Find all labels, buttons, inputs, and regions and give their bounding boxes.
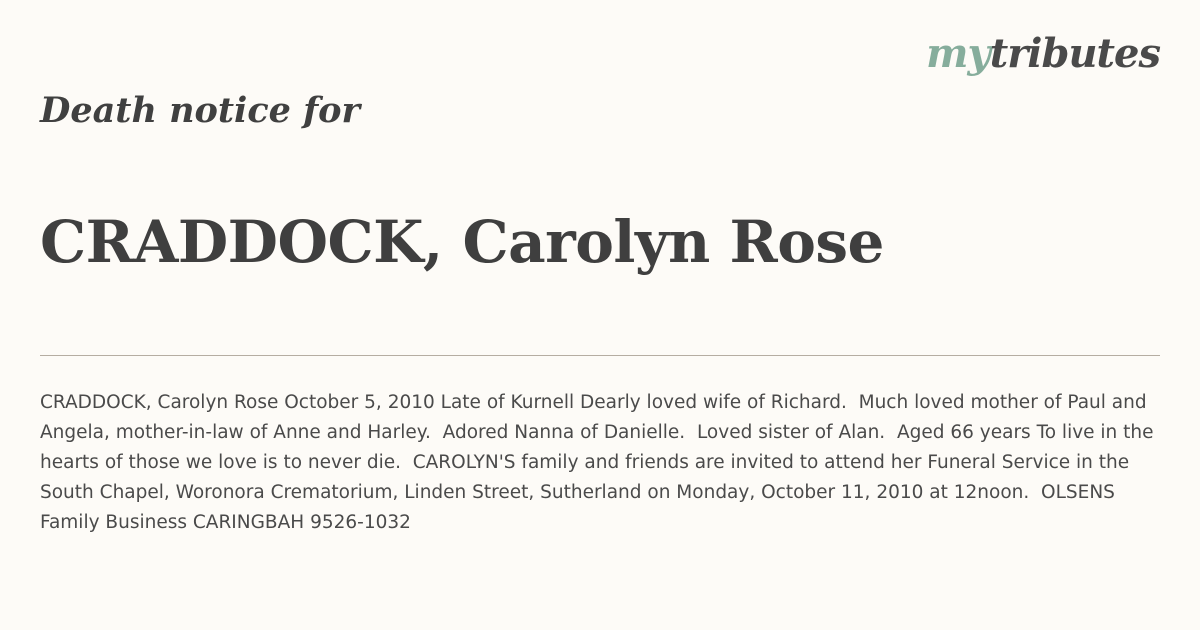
notice-type-label: Death notice for — [40, 90, 360, 131]
logo-tributes-text: tributes — [989, 30, 1160, 77]
notice-body-text: CRADDOCK, Carolyn Rose October 5, 2010 Late of Kurnell Dearly loved wife of Richard. Much loved mother of Paul and Angela, mother-in-law of Anne and Harley. Adored Nanna of Danielle. Loved sister of Alan. Aged 66 years To live in the hearts of those we love is to never die. CAROLYN'S family and friends are invited to attend her Funeral Service in the South Chapel, Woronora Crematorium, Linden Street, Sutherland on Monday, October 11, 2010 at 12noon. OLSENS Family Business CARINGBAH 9526-1032 — [40, 392, 1160, 533]
logo-my-text: my — [926, 30, 990, 77]
mytributes-logo[interactable] — [926, 30, 1160, 77]
deceased-name-title: CRADDOCK, Carolyn Rose — [40, 208, 884, 276]
section-divider — [40, 355, 1160, 356]
